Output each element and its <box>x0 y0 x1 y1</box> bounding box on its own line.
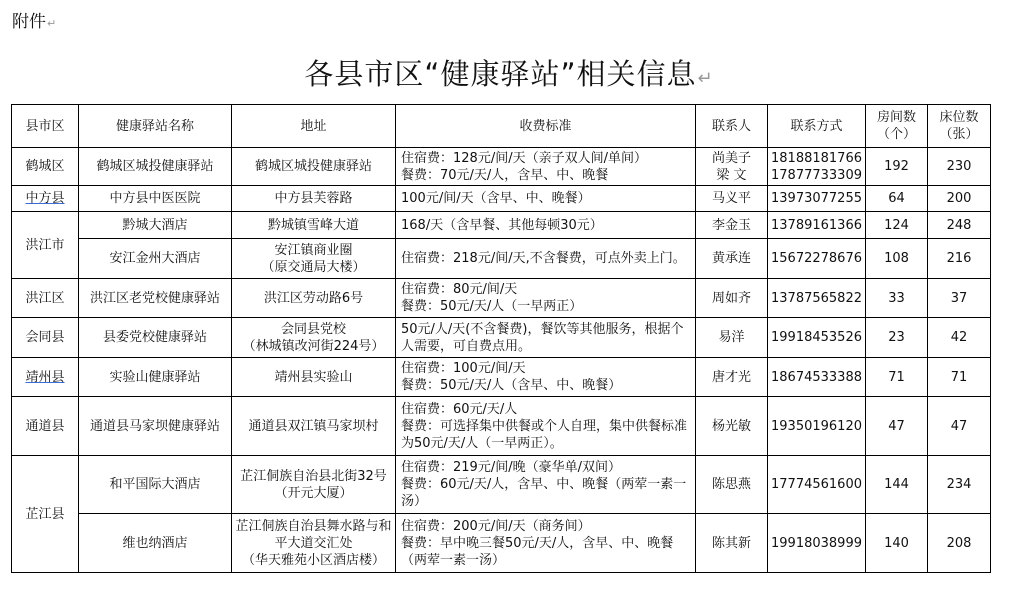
address-cell-line: 芷江侗族自治县北街32号 <box>240 468 387 484</box>
rooms-cell <box>866 148 928 186</box>
address-cell-line: 洪江区劳动路6号 <box>263 290 364 306</box>
beds-cell <box>928 318 991 358</box>
beds-cell <box>928 358 991 397</box>
station-name-cell <box>79 456 232 514</box>
county-cell-line: 洪江市 <box>25 237 65 253</box>
station-name-cell-line: 中方县中医医院 <box>109 191 201 206</box>
contact-cell-line: 尚美子 <box>711 150 751 166</box>
address-cell <box>232 148 396 186</box>
phone-cell <box>768 318 866 358</box>
address-cell-line: 芷江侗族自治县舞水路与和平大道交汇处 <box>235 518 392 551</box>
beds-cell-line: 47 <box>950 418 968 434</box>
phone-cell-line: 19350196120 <box>771 418 862 434</box>
rooms-cell-line: 71 <box>888 369 905 385</box>
fee-cell <box>396 397 696 456</box>
fee-cell-line: 住宿费：219元/间/晚（豪华单/双间） <box>401 460 621 475</box>
address-cell <box>232 456 396 514</box>
beds-cell-line: 71 <box>950 369 968 385</box>
county-cell <box>12 456 79 573</box>
phone-cell-line: 15672278676 <box>771 251 862 266</box>
rooms-cell <box>866 397 928 456</box>
address-cell-line: （开元大厦） <box>274 485 353 501</box>
county-cell-line: 靖州县 <box>25 369 65 385</box>
fee-cell-line: 住宿费：80元/间/天 <box>401 282 518 297</box>
phone-cell <box>768 212 866 239</box>
fee-cell-line: 住宿费：200元/间/天（商务间） <box>401 518 591 534</box>
beds-cell-line: 208 <box>946 535 972 551</box>
station-info-table <box>11 104 991 573</box>
county-cell-line: 中方县 <box>25 191 65 206</box>
fee-cell-line: 餐费：50元/天/人（一早两正） <box>401 299 583 314</box>
station-name-cell <box>79 148 232 186</box>
fee-cell-line: 100元/间/天（含早、中、晚餐） <box>401 191 591 206</box>
fee-cell <box>396 318 696 358</box>
phone-cell <box>768 358 866 397</box>
county-cell-line: 通道县 <box>25 418 65 434</box>
phone-cell <box>768 397 866 456</box>
address-cell-line: （华天雅苑小区酒店楼） <box>241 552 385 568</box>
fee-cell <box>396 148 696 186</box>
table-row <box>12 358 991 397</box>
rooms-cell <box>866 212 928 239</box>
contact-cell <box>696 358 768 397</box>
contact-cell-line: 杨光敏 <box>711 418 751 434</box>
contact-cell <box>696 279 768 318</box>
rooms-cell-line: 47 <box>888 418 905 434</box>
fee-cell-line: 住宿费：100元/间/天 <box>401 361 526 376</box>
beds-cell <box>928 514 991 573</box>
station-name-cell <box>79 239 232 279</box>
rooms-cell <box>866 358 928 397</box>
rooms-cell <box>866 186 928 212</box>
station-name-cell-line: 实验山健康驿站 <box>109 369 201 385</box>
beds-cell-line: 230 <box>946 159 972 174</box>
address-cell-line: （原交通局大楼） <box>261 259 366 275</box>
station-name-cell-line: 黔城大酒店 <box>122 217 188 233</box>
county-cell <box>12 148 79 186</box>
header-county: 县市区 <box>12 105 79 148</box>
address-cell <box>232 212 396 239</box>
header-beds: 床位数（张） <box>928 105 991 148</box>
station-name-cell <box>79 318 232 358</box>
contact-cell-line: 周如齐 <box>711 290 751 306</box>
beds-cell-line: 200 <box>946 191 972 206</box>
contact-cell-line: 唐才光 <box>711 369 751 385</box>
contact-cell <box>696 186 768 212</box>
phone-cell-line: 13973077255 <box>771 191 862 206</box>
phone-cell-line: 19918453526 <box>771 330 862 345</box>
phone-cell-line: 18188181766 <box>771 150 862 166</box>
table-body <box>12 148 991 573</box>
county-cell-line: 会同县 <box>25 330 65 345</box>
phone-cell <box>768 456 866 514</box>
address-cell-line: 中方县芙蓉路 <box>274 191 353 206</box>
contact-cell-line: 马义平 <box>711 191 751 206</box>
county-cell-line: 芷江县 <box>25 506 65 522</box>
phone-cell-line: 13787565822 <box>771 290 862 306</box>
phone-cell <box>768 186 866 212</box>
phone-cell-line: 19918038999 <box>771 535 862 551</box>
beds-cell <box>928 279 991 318</box>
phone-cell-line: 18674533388 <box>771 369 862 385</box>
beds-cell-line: 234 <box>946 477 972 492</box>
address-cell <box>232 186 396 212</box>
county-cell <box>12 212 79 279</box>
phone-cell <box>768 239 866 279</box>
address-cell-line: 会同县党校 <box>280 321 346 337</box>
county-cell-line: 鹤城区 <box>25 159 65 174</box>
contact-cell-line: 易洋 <box>718 330 745 345</box>
fee-cell-line: 餐费：70元/天/人，含早、中、晚餐 <box>401 167 609 183</box>
rooms-cell-line: 192 <box>884 159 909 174</box>
station-name-cell <box>79 279 232 318</box>
fee-cell-line: 住宿费：218元/间/天,不含餐费，可点外卖上门。 <box>401 251 686 266</box>
station-name-cell-line: 安江金州大酒店 <box>109 251 201 266</box>
rooms-cell <box>866 514 928 573</box>
contact-cell-line: 李金玉 <box>711 217 751 233</box>
station-name-cell <box>79 514 232 573</box>
address-cell-line: 通道县双江镇马家坝村 <box>248 418 379 434</box>
table-row <box>12 397 991 456</box>
table-row <box>12 148 991 186</box>
rooms-cell-line: 23 <box>888 330 905 345</box>
contact-cell <box>696 456 768 514</box>
rooms-cell-line: 140 <box>884 535 909 551</box>
beds-cell <box>928 148 991 186</box>
county-cell <box>12 279 79 318</box>
fee-cell <box>396 212 696 239</box>
header-address: 地址 <box>232 105 396 148</box>
fee-cell-line: 168/天（含早餐、其他每顿30元） <box>401 217 603 233</box>
contact-cell-line: 陈其新 <box>711 535 751 551</box>
table-row <box>12 318 991 358</box>
address-cell-line: 安江镇商业圈 <box>274 242 353 258</box>
station-name-cell-line: 县委党校健康驿站 <box>102 330 207 345</box>
address-cell <box>232 514 396 573</box>
station-name-cell-line: 洪江区老党校健康驿站 <box>89 290 220 306</box>
fee-cell <box>396 186 696 212</box>
header-fee: 收费标准 <box>396 105 696 148</box>
county-cell <box>12 318 79 358</box>
rooms-cell-line: 108 <box>884 251 909 266</box>
beds-cell-line: 248 <box>946 217 972 233</box>
contact-cell <box>696 212 768 239</box>
station-name-cell-line: 鹤城区城投健康驿站 <box>96 159 214 174</box>
rooms-cell <box>866 456 928 514</box>
county-cell <box>12 358 79 397</box>
station-name-cell <box>79 358 232 397</box>
contact-cell <box>696 514 768 573</box>
table-row <box>12 212 991 239</box>
county-cell <box>12 186 79 212</box>
fee-cell-line: 住宿费：128元/间/天（亲子双人间/单间） <box>401 150 647 166</box>
address-cell-line: 黔城镇雪峰大道 <box>267 217 359 233</box>
header-contact: 联系人 <box>696 105 768 148</box>
table-row <box>12 279 991 318</box>
phone-cell-line: 17877733309 <box>771 167 862 183</box>
contact-cell <box>696 148 768 186</box>
phone-cell <box>768 148 866 186</box>
contact-cell-line: 陈思燕 <box>711 477 751 492</box>
rooms-cell <box>866 318 928 358</box>
fee-cell-line: 50元/人/天(不含餐费)，餐饮等其他服务，根据个人需要，可自费点用。 <box>401 321 684 354</box>
table-row <box>12 239 991 279</box>
fee-cell <box>396 456 696 514</box>
page-title: 各县市区“健康驿站”相关信息↵ <box>304 57 714 91</box>
beds-cell-line: 216 <box>946 251 972 266</box>
rooms-cell-line: 33 <box>888 290 905 306</box>
beds-cell <box>928 186 991 212</box>
fee-cell-line: 住宿费：60元/天/人 <box>401 401 518 417</box>
fee-cell-line: 餐费：50元/天/人（含早、中、晚餐） <box>401 378 622 393</box>
beds-cell <box>928 212 991 239</box>
address-cell <box>232 279 396 318</box>
station-name-cell-line: 通道县马家坝健康驿站 <box>89 418 220 434</box>
table-row <box>12 514 991 573</box>
attachment-label: 附件↵ <box>12 12 57 32</box>
header-row <box>12 105 991 148</box>
rooms-cell <box>866 239 928 279</box>
rooms-cell-line: 64 <box>888 191 905 206</box>
address-cell <box>232 318 396 358</box>
address-cell <box>232 239 396 279</box>
contact-cell <box>696 239 768 279</box>
header-station: 健康驿站名称 <box>79 105 232 148</box>
address-cell-line: 靖州县实验山 <box>274 369 353 385</box>
address-cell-line: 鹤城区城投健康驿站 <box>254 159 372 174</box>
beds-cell-line: 42 <box>950 330 968 345</box>
fee-cell <box>396 239 696 279</box>
header-phone: 联系方式 <box>768 105 866 148</box>
fee-cell-line: 餐费：可选择集中供餐或个人自理，集中供餐标准为50元/天/人（一早两正）。 <box>401 418 688 451</box>
table-row <box>12 186 991 212</box>
address-cell-line: （林城镇改河街224号） <box>242 338 385 354</box>
contact-cell-line: 黄承连 <box>711 251 751 266</box>
rooms-cell-line: 144 <box>884 477 909 492</box>
address-cell <box>232 397 396 456</box>
station-name-cell <box>79 212 232 239</box>
fee-cell-line: 餐费：早中晚三餐50元/天/人，含早、中、晚餐（两荤一素一汤） <box>401 535 674 568</box>
county-cell <box>12 397 79 456</box>
table-row <box>12 456 991 514</box>
station-name-cell <box>79 397 232 456</box>
beds-cell <box>928 456 991 514</box>
station-name-cell-line: 维也纳酒店 <box>122 535 188 551</box>
phone-cell-line: 17774561600 <box>771 477 862 492</box>
fee-cell <box>396 358 696 397</box>
header-rooms: 房间数（个） <box>866 105 928 148</box>
phone-cell <box>768 514 866 573</box>
fee-cell <box>396 514 696 573</box>
station-name-cell <box>79 186 232 212</box>
contact-cell-line: 梁 文 <box>716 167 747 183</box>
fee-cell <box>396 279 696 318</box>
beds-cell <box>928 397 991 456</box>
station-name-cell-line: 和平国际大酒店 <box>109 477 201 492</box>
beds-cell <box>928 239 991 279</box>
county-cell-line: 洪江区 <box>25 290 65 306</box>
contact-cell <box>696 318 768 358</box>
rooms-cell-line: 124 <box>884 217 909 233</box>
fee-cell-line: 餐费：60元/天/人，含早、中、晚餐（两荤一素一汤） <box>401 477 687 509</box>
rooms-cell <box>866 279 928 318</box>
phone-cell-line: 13789161366 <box>771 217 862 233</box>
phone-cell <box>768 279 866 318</box>
contact-cell <box>696 397 768 456</box>
beds-cell-line: 37 <box>950 290 968 306</box>
address-cell <box>232 358 396 397</box>
